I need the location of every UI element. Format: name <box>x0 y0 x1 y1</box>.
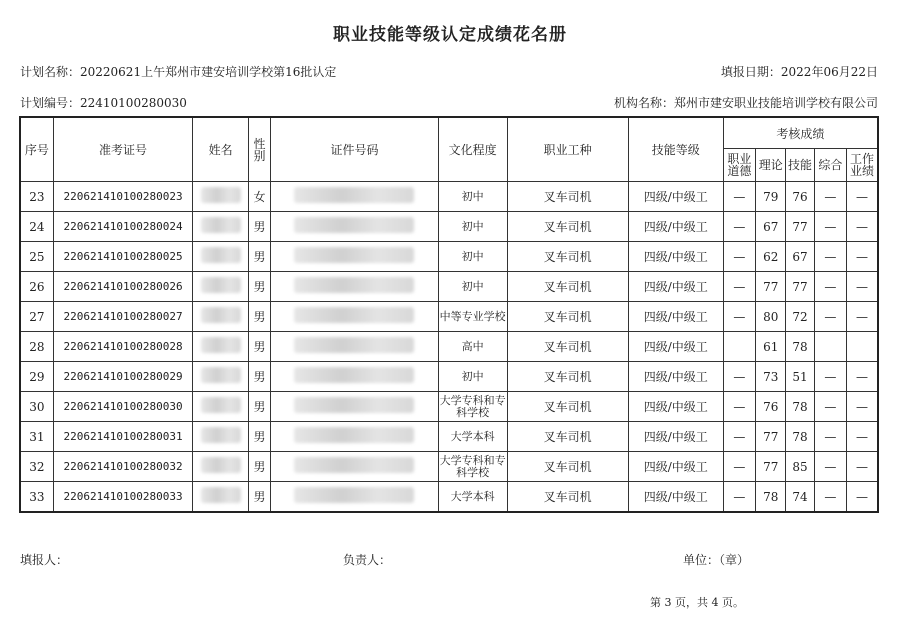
cell-seq: 29 <box>20 362 53 392</box>
cell-id-redacted <box>271 302 439 332</box>
cell-comprehensive: — <box>814 182 846 212</box>
cell-seq: 31 <box>20 422 53 452</box>
cell-job: 叉车司机 <box>507 482 628 513</box>
cell-level: 四级/中级工 <box>628 392 723 422</box>
cell-job: 叉车司机 <box>507 452 628 482</box>
cell-gender: 男 <box>248 452 270 482</box>
cell-level: 四级/中级工 <box>628 182 723 212</box>
cell-gender: 男 <box>248 422 270 452</box>
cell-theory: 77 <box>756 452 786 482</box>
cell-work: — <box>847 212 879 242</box>
cell-theory: 79 <box>756 182 786 212</box>
cell-gender: 男 <box>248 392 270 422</box>
cell-level: 四级/中级工 <box>628 452 723 482</box>
table-row <box>20 332 878 362</box>
score-table <box>19 116 879 513</box>
cell-job: 叉车司机 <box>507 212 628 242</box>
redacted-blur <box>294 277 414 293</box>
cell-seq: 25 <box>20 242 53 272</box>
cell-seq: 28 <box>20 332 53 362</box>
cell-id-redacted <box>271 182 439 212</box>
cell-education: 大学专科和专科学校 <box>438 452 507 482</box>
organization-name: 机构名称：郑州市建安职业技能培训学校有限公司 <box>613 96 878 110</box>
header-job: 职业工种 <box>507 117 628 182</box>
cell-comprehensive: — <box>814 392 846 422</box>
cell-name-redacted <box>193 362 249 392</box>
cell-level: 四级/中级工 <box>628 242 723 272</box>
page-number: 第 3 页，共 4 页。 <box>650 596 744 609</box>
header-exam-scores: 考核成绩 <box>723 117 878 149</box>
cell-work: — <box>847 482 879 513</box>
table-row <box>20 182 878 212</box>
cell-job: 叉车司机 <box>507 362 628 392</box>
redacted-blur <box>294 217 414 233</box>
cell-job: 叉车司机 <box>507 242 628 272</box>
cell-job: 叉车司机 <box>507 272 628 302</box>
redacted-blur <box>294 487 414 503</box>
cell-job: 叉车司机 <box>507 392 628 422</box>
redacted-blur <box>294 457 414 473</box>
cell-gender: 男 <box>248 242 270 272</box>
redacted-blur <box>294 427 414 443</box>
cell-id-redacted <box>271 272 439 302</box>
cell-comprehensive: — <box>814 302 846 332</box>
table-row <box>20 212 878 242</box>
cell-education: 中等专业学校 <box>438 302 507 332</box>
cell-ethics: — <box>723 452 755 482</box>
cell-education: 大学本科 <box>438 422 507 452</box>
cell-theory: 76 <box>756 392 786 422</box>
cell-comprehensive: — <box>814 362 846 392</box>
cell-education: 高中 <box>438 332 507 362</box>
cell-theory: 62 <box>756 242 786 272</box>
cell-seq: 30 <box>20 392 53 422</box>
redacted-blur <box>201 337 241 353</box>
cell-id-redacted <box>271 452 439 482</box>
cell-name-redacted <box>193 242 249 272</box>
cell-name-redacted <box>193 422 249 452</box>
redacted-blur <box>294 397 414 413</box>
redacted-blur <box>201 427 241 443</box>
redacted-blur <box>201 487 241 503</box>
plan-number: 计划编号：22410100280030 <box>20 96 187 110</box>
header-comprehensive: 综合 <box>814 149 846 182</box>
cell-work: — <box>847 272 879 302</box>
cell-job: 叉车司机 <box>507 302 628 332</box>
cell-skill: 76 <box>786 182 814 212</box>
cell-level: 四级/中级工 <box>628 422 723 452</box>
cell-seq: 32 <box>20 452 53 482</box>
cell-name-redacted <box>193 212 249 242</box>
cell-ethics: — <box>723 482 755 513</box>
cell-skill: 74 <box>786 482 814 513</box>
cell-theory: 73 <box>756 362 786 392</box>
cell-ticket: 220621410100280024 <box>53 212 192 242</box>
cell-job: 叉车司机 <box>507 332 628 362</box>
header-level: 技能等级 <box>628 117 723 182</box>
cell-ticket: 220621410100280033 <box>53 482 192 513</box>
cell-education: 大学专科和专科学校 <box>438 392 507 422</box>
cell-seq: 24 <box>20 212 53 242</box>
cell-ethics: — <box>723 362 755 392</box>
header-education: 文化程度 <box>438 117 507 182</box>
cell-comprehensive: — <box>814 422 846 452</box>
fill-date: 填报日期：2022年06月22日 <box>720 65 878 79</box>
cell-level: 四级/中级工 <box>628 362 723 392</box>
cell-seq: 26 <box>20 272 53 302</box>
cell-gender: 男 <box>248 272 270 302</box>
cell-theory: 77 <box>756 272 786 302</box>
cell-name-redacted <box>193 392 249 422</box>
redacted-blur <box>201 217 241 233</box>
table-row <box>20 302 878 332</box>
cell-name-redacted <box>193 452 249 482</box>
cell-job: 叉车司机 <box>507 182 628 212</box>
cell-name-redacted <box>193 182 249 212</box>
table-row <box>20 392 878 422</box>
header-work: 工作业绩 <box>847 149 879 182</box>
redacted-blur <box>294 337 414 353</box>
redacted-blur <box>201 397 241 413</box>
cell-level: 四级/中级工 <box>628 302 723 332</box>
cell-ethics: — <box>723 422 755 452</box>
cell-work: — <box>847 362 879 392</box>
cell-skill: 78 <box>786 332 814 362</box>
redacted-blur <box>294 367 414 383</box>
cell-id-redacted <box>271 482 439 513</box>
redacted-blur <box>201 247 241 263</box>
redacted-blur <box>201 187 241 203</box>
cell-ticket: 220621410100280026 <box>53 272 192 302</box>
table-row <box>20 362 878 392</box>
redacted-blur <box>294 307 414 323</box>
cell-education: 初中 <box>438 242 507 272</box>
cell-work: — <box>847 392 879 422</box>
responsible-label: 负责人： <box>343 553 392 567</box>
cell-seq: 23 <box>20 182 53 212</box>
table-row <box>20 482 878 513</box>
cell-ethics: — <box>723 212 755 242</box>
cell-ethics: — <box>723 242 755 272</box>
redacted-blur <box>294 187 414 203</box>
cell-theory: 78 <box>756 482 786 513</box>
header-skill: 技能 <box>786 149 814 182</box>
cell-theory: 80 <box>756 302 786 332</box>
header-seq: 序号 <box>20 117 53 182</box>
cell-job: 叉车司机 <box>507 422 628 452</box>
cell-ticket: 220621410100280031 <box>53 422 192 452</box>
cell-comprehensive: — <box>814 242 846 272</box>
cell-ticket: 220621410100280025 <box>53 242 192 272</box>
cell-skill: 85 <box>786 452 814 482</box>
header-gender: 性别 <box>248 117 270 182</box>
cell-work: — <box>847 452 879 482</box>
cell-comprehensive: — <box>814 272 846 302</box>
cell-ticket: 220621410100280028 <box>53 332 192 362</box>
cell-skill: 78 <box>786 422 814 452</box>
cell-theory: 67 <box>756 212 786 242</box>
cell-skill: 72 <box>786 302 814 332</box>
cell-gender: 男 <box>248 362 270 392</box>
redacted-blur <box>294 247 414 263</box>
cell-ticket: 220621410100280029 <box>53 362 192 392</box>
cell-education: 初中 <box>438 272 507 302</box>
header-theory: 理论 <box>756 149 786 182</box>
cell-seq: 27 <box>20 302 53 332</box>
cell-id-redacted <box>271 422 439 452</box>
filler-label: 填报人： <box>20 553 69 567</box>
cell-name-redacted <box>193 332 249 362</box>
cell-gender: 女 <box>248 182 270 212</box>
header-ticket: 准考证号 <box>53 117 192 182</box>
redacted-blur <box>201 277 241 293</box>
cell-skill: 51 <box>786 362 814 392</box>
table-row <box>20 452 878 482</box>
cell-name-redacted <box>193 302 249 332</box>
cell-id-redacted <box>271 332 439 362</box>
cell-gender: 男 <box>248 332 270 362</box>
cell-education: 初中 <box>438 362 507 392</box>
redacted-blur <box>201 307 241 323</box>
cell-id-redacted <box>271 242 439 272</box>
cell-ethics: — <box>723 302 755 332</box>
cell-name-redacted <box>193 272 249 302</box>
cell-id-redacted <box>271 362 439 392</box>
cell-ethics <box>723 332 755 362</box>
table-row <box>20 272 878 302</box>
cell-ethics: — <box>723 272 755 302</box>
cell-skill: 77 <box>786 212 814 242</box>
cell-comprehensive: — <box>814 482 846 513</box>
cell-comprehensive <box>814 332 846 362</box>
cell-id-redacted <box>271 212 439 242</box>
cell-gender: 男 <box>248 302 270 332</box>
unit-stamp-label: 单位：（章） <box>683 553 750 567</box>
cell-level: 四级/中级工 <box>628 272 723 302</box>
cell-ticket: 220621410100280030 <box>53 392 192 422</box>
plan-name: 计划名称：20220621上午郑州市建安培训学校第16批认定 <box>20 65 337 79</box>
cell-name-redacted <box>193 482 249 513</box>
cell-theory: 77 <box>756 422 786 452</box>
page-title: 职业技能等级认定成绩花名册 <box>333 25 567 45</box>
cell-id-redacted <box>271 392 439 422</box>
cell-education: 初中 <box>438 212 507 242</box>
cell-gender: 男 <box>248 212 270 242</box>
cell-work: — <box>847 242 879 272</box>
cell-skill: 67 <box>786 242 814 272</box>
cell-level: 四级/中级工 <box>628 332 723 362</box>
cell-seq: 33 <box>20 482 53 513</box>
cell-comprehensive: — <box>814 212 846 242</box>
redacted-blur <box>201 367 241 383</box>
header-ethics: 职业道德 <box>723 149 755 182</box>
cell-work: — <box>847 182 879 212</box>
redacted-blur <box>201 457 241 473</box>
cell-ethics: — <box>723 392 755 422</box>
cell-work: — <box>847 302 879 332</box>
cell-ethics: — <box>723 182 755 212</box>
cell-work <box>847 332 879 362</box>
cell-level: 四级/中级工 <box>628 212 723 242</box>
cell-ticket: 220621410100280027 <box>53 302 192 332</box>
cell-skill: 78 <box>786 392 814 422</box>
cell-theory: 61 <box>756 332 786 362</box>
table-row <box>20 422 878 452</box>
cell-education: 初中 <box>438 182 507 212</box>
cell-comprehensive: — <box>814 452 846 482</box>
cell-work: — <box>847 422 879 452</box>
header-id-number: 证件号码 <box>271 117 439 182</box>
header-name: 姓名 <box>193 117 249 182</box>
cell-skill: 77 <box>786 272 814 302</box>
cell-education: 大学本科 <box>438 482 507 513</box>
cell-gender: 男 <box>248 482 270 513</box>
cell-ticket: 220621410100280023 <box>53 182 192 212</box>
table-row <box>20 242 878 272</box>
cell-ticket: 220621410100280032 <box>53 452 192 482</box>
cell-level: 四级/中级工 <box>628 482 723 513</box>
